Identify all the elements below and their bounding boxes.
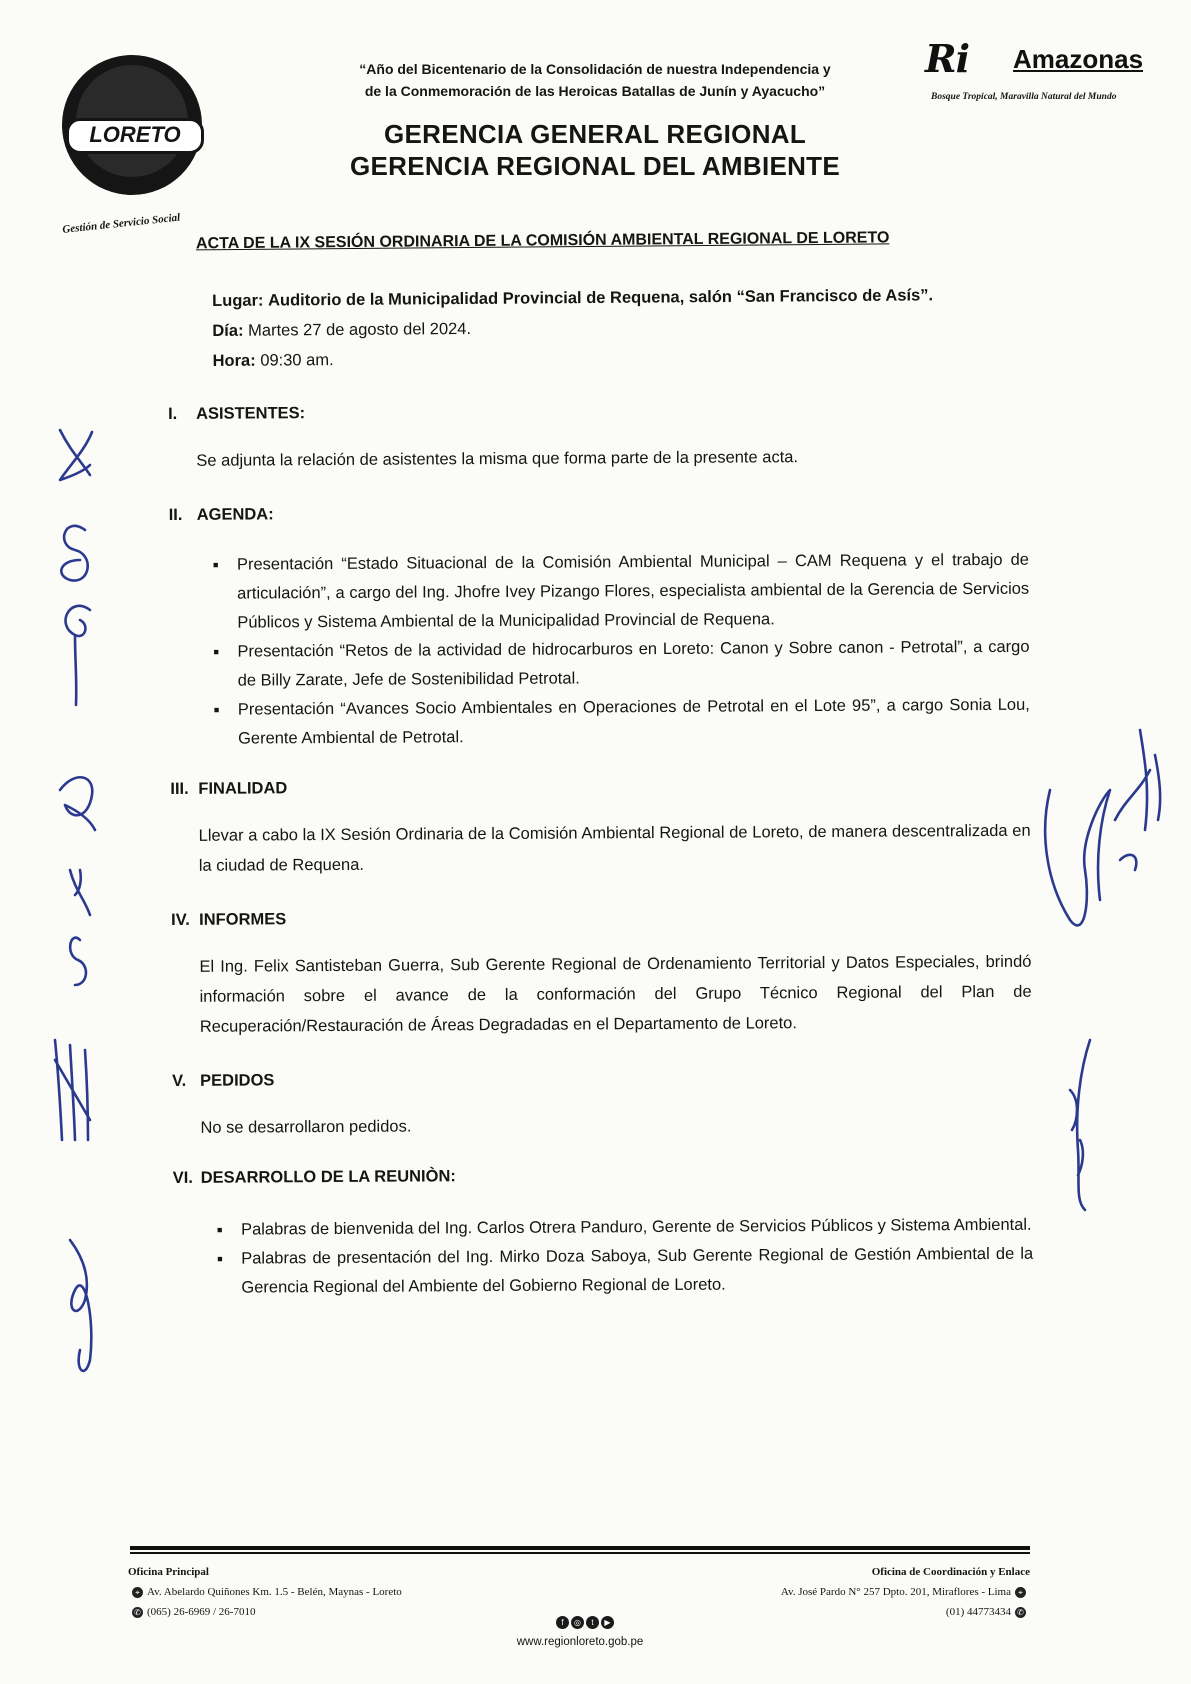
- social-icons: [545, 1612, 625, 1630]
- desarrollo-list: [173, 1211, 1034, 1303]
- footer-main-office: [128, 1562, 578, 1622]
- meta-dia-label: Día:: [212, 321, 244, 340]
- youtube-icon[interactable]: ▶: [601, 1616, 614, 1629]
- section-heading: [172, 1067, 1032, 1091]
- footer-liaison-office-address: [600, 1582, 1030, 1602]
- twitter-icon[interactable]: t: [586, 1616, 599, 1629]
- address-text: Av. Abelardo Quiñones Km. 1.5 - Belén, Maynas - Loreto: [147, 1586, 402, 1598]
- section-text: El Ing. Felix Santisteban Guerra, Sub Gerente Regional de Ordenamiento Territorial y Datos Especiales, brindó información sobre el avance de la conformación del Grupo Técnico Regional del Plan de Recuperación/Restauración de Áreas Degradadas en el Departamento de Loreto.: [199, 952, 1032, 1036]
- location-icon: ⌖: [132, 1587, 143, 1598]
- section-finalidad: [170, 775, 1031, 881]
- section-heading: [168, 400, 1028, 424]
- footer-rule: [130, 1546, 1030, 1550]
- section-desarrollo: [173, 1164, 1034, 1303]
- phone-text: (01) 44773434: [945, 1606, 1011, 1618]
- org-title: [300, 118, 890, 182]
- section-title: FINALIDAD: [198, 779, 288, 798]
- footer-main-office-title: Oficina Principal: [128, 1566, 209, 1578]
- list-item: ■ Presentación “Estado Situacional de la Comisión Ambiental Municipal – CAM Requena y el trabajo de articulación”, a cargo del Ing. Jhofre Ivey Pizango Flores, especialista ambiental de la Gerencia de Servicios Públicos y Sistema Ambiental de la Municipalidad Provincial de Requena.: [197, 546, 1030, 638]
- section-number: V.: [172, 1071, 187, 1090]
- motto-line-2: de la Conmemoración de las Heroicas Batallas de Junín y Ayacucho”: [364, 83, 826, 99]
- logo-tagline: Gestión de Servicio Social: [61, 211, 181, 236]
- margin-initials: [30, 420, 125, 1470]
- section-number: VI.: [172, 1168, 193, 1187]
- phone-text: (065) 26-6969 / 26-7010: [147, 1606, 256, 1618]
- footer-main-office-phone: [128, 1602, 578, 1622]
- footer-liaison-office: [600, 1562, 1030, 1622]
- footer-rule-thin: [130, 1552, 1030, 1554]
- section-pedidos: [172, 1067, 1032, 1143]
- list-item: ■ Presentación “Retos de la actividad de hidrocarburos en Loreto: Canon y Sobre canon - Petrotal”, a cargo de Billy Zarate, Jefe de Sostenibilidad Petrotal.: [197, 633, 1029, 696]
- list-item: ■ Palabras de bienvenida del Ing. Carlos Otrera Panduro, Gerente de Servicios Públicos y Sistema Ambiental.: [201, 1211, 1033, 1245]
- signature-2: [1050, 1030, 1130, 1220]
- phone-icon: ✆: [1015, 1607, 1026, 1618]
- list-item: ■ Presentación “Avances Socio Ambientales en Operaciones de Petrotal en el Lote 95”, a cargo Sonia Lou, Gerente Ambiental de Petrotal.: [198, 691, 1030, 754]
- facebook-icon[interactable]: f: [556, 1616, 569, 1629]
- loreto-logo: [61, 55, 202, 236]
- meta-hora-value: 09:30 am.: [260, 351, 334, 370]
- meeting-details: [212, 280, 1033, 376]
- footer-main-office-address: [128, 1582, 578, 1602]
- amazonas-logo: [925, 34, 1144, 114]
- org-title-line-1: GERENCIA GENERAL REGIONAL: [383, 119, 807, 149]
- section-number: III.: [170, 779, 189, 798]
- section-number: I.: [168, 404, 178, 423]
- section-title: PEDIDOS: [200, 1071, 275, 1090]
- section-agenda: [169, 501, 1030, 754]
- agenda-list: [169, 546, 1030, 754]
- meta-lugar-value: Auditorio de la Municipalidad Provincial de Requena, salón “San Francisco de Asís”.: [267, 286, 934, 310]
- section-title: AGENDA:: [196, 505, 274, 524]
- motto-line-1: “Año del Bicentenario de la Consolidación de nuestra Independencia y: [359, 61, 831, 77]
- section-text: Se adjunta la relación de asistentes la misma que forma parte de la presente acta.: [196, 448, 799, 470]
- section-number: IV.: [171, 910, 190, 929]
- document-body: [168, 400, 1033, 1303]
- meta-lugar-label: Lugar:: [212, 291, 264, 310]
- location-icon: ⌖: [1015, 1587, 1026, 1598]
- section-heading: [173, 1164, 1033, 1188]
- amazonas-logo-subtitle: Bosque Tropical, Maravilla Natural del Mundo: [931, 92, 1117, 102]
- section-title: DESARROLLO DE LA REUNIÒN:: [200, 1167, 456, 1187]
- section-informes: [171, 906, 1032, 1042]
- meta-hora-label: Hora:: [212, 351, 256, 370]
- phone-icon: ✆: [132, 1607, 143, 1618]
- section-heading: [169, 501, 1029, 525]
- logo-brand-text: LORETO: [66, 118, 204, 154]
- instagram-icon[interactable]: ◎: [571, 1616, 584, 1629]
- document-title: ACTA DE LA IX SESIÓN ORDINARIA DE LA COMISIÓN AMBIENTAL REGIONAL DE LORETO: [195, 229, 890, 253]
- amazonas-logo-script: Ri: [925, 36, 970, 81]
- section-text: No se desarrollaron pedidos.: [200, 1117, 412, 1137]
- website-link[interactable]: www.regionloreto.gob.pe: [516, 1636, 644, 1648]
- footer-liaison-office-phone: [600, 1602, 1030, 1622]
- section-asistentes: [168, 400, 1028, 476]
- list-item: ■ Palabras de presentación del Ing. Mirko Doza Saboya, Sub Gerente Regional de Gestión Ambiental de la Gerencia Regional del Ambiente del Gobierno Regional de Loreto.: [201, 1240, 1033, 1303]
- org-title-line-2: GERENCIA REGIONAL DEL AMBIENTE: [349, 151, 841, 181]
- meta-dia-value: Martes 27 de agosto del 2024.: [248, 319, 472, 340]
- section-title: INFORMES: [199, 910, 287, 929]
- section-text: Llevar a cabo la IX Sesión Ordinaria de la Comisión Ambiental Regional de Loreto, de manera descentralizada en la ciudad de Requena.: [198, 821, 1031, 875]
- section-number: II.: [168, 505, 183, 524]
- section-heading: [170, 775, 1030, 799]
- motto: [300, 58, 890, 102]
- amazonas-logo-name: Amazonas: [1013, 44, 1144, 74]
- address-text: Av. José Pardo N° 257 Dpto. 201, Miraflores - Lima: [780, 1586, 1011, 1598]
- signature-1: [1030, 700, 1180, 1000]
- footer-liaison-office-title: Oficina de Coordinación y Enlace: [871, 1566, 1030, 1578]
- section-title: ASISTENTES:: [195, 404, 306, 423]
- section-heading: [171, 906, 1031, 930]
